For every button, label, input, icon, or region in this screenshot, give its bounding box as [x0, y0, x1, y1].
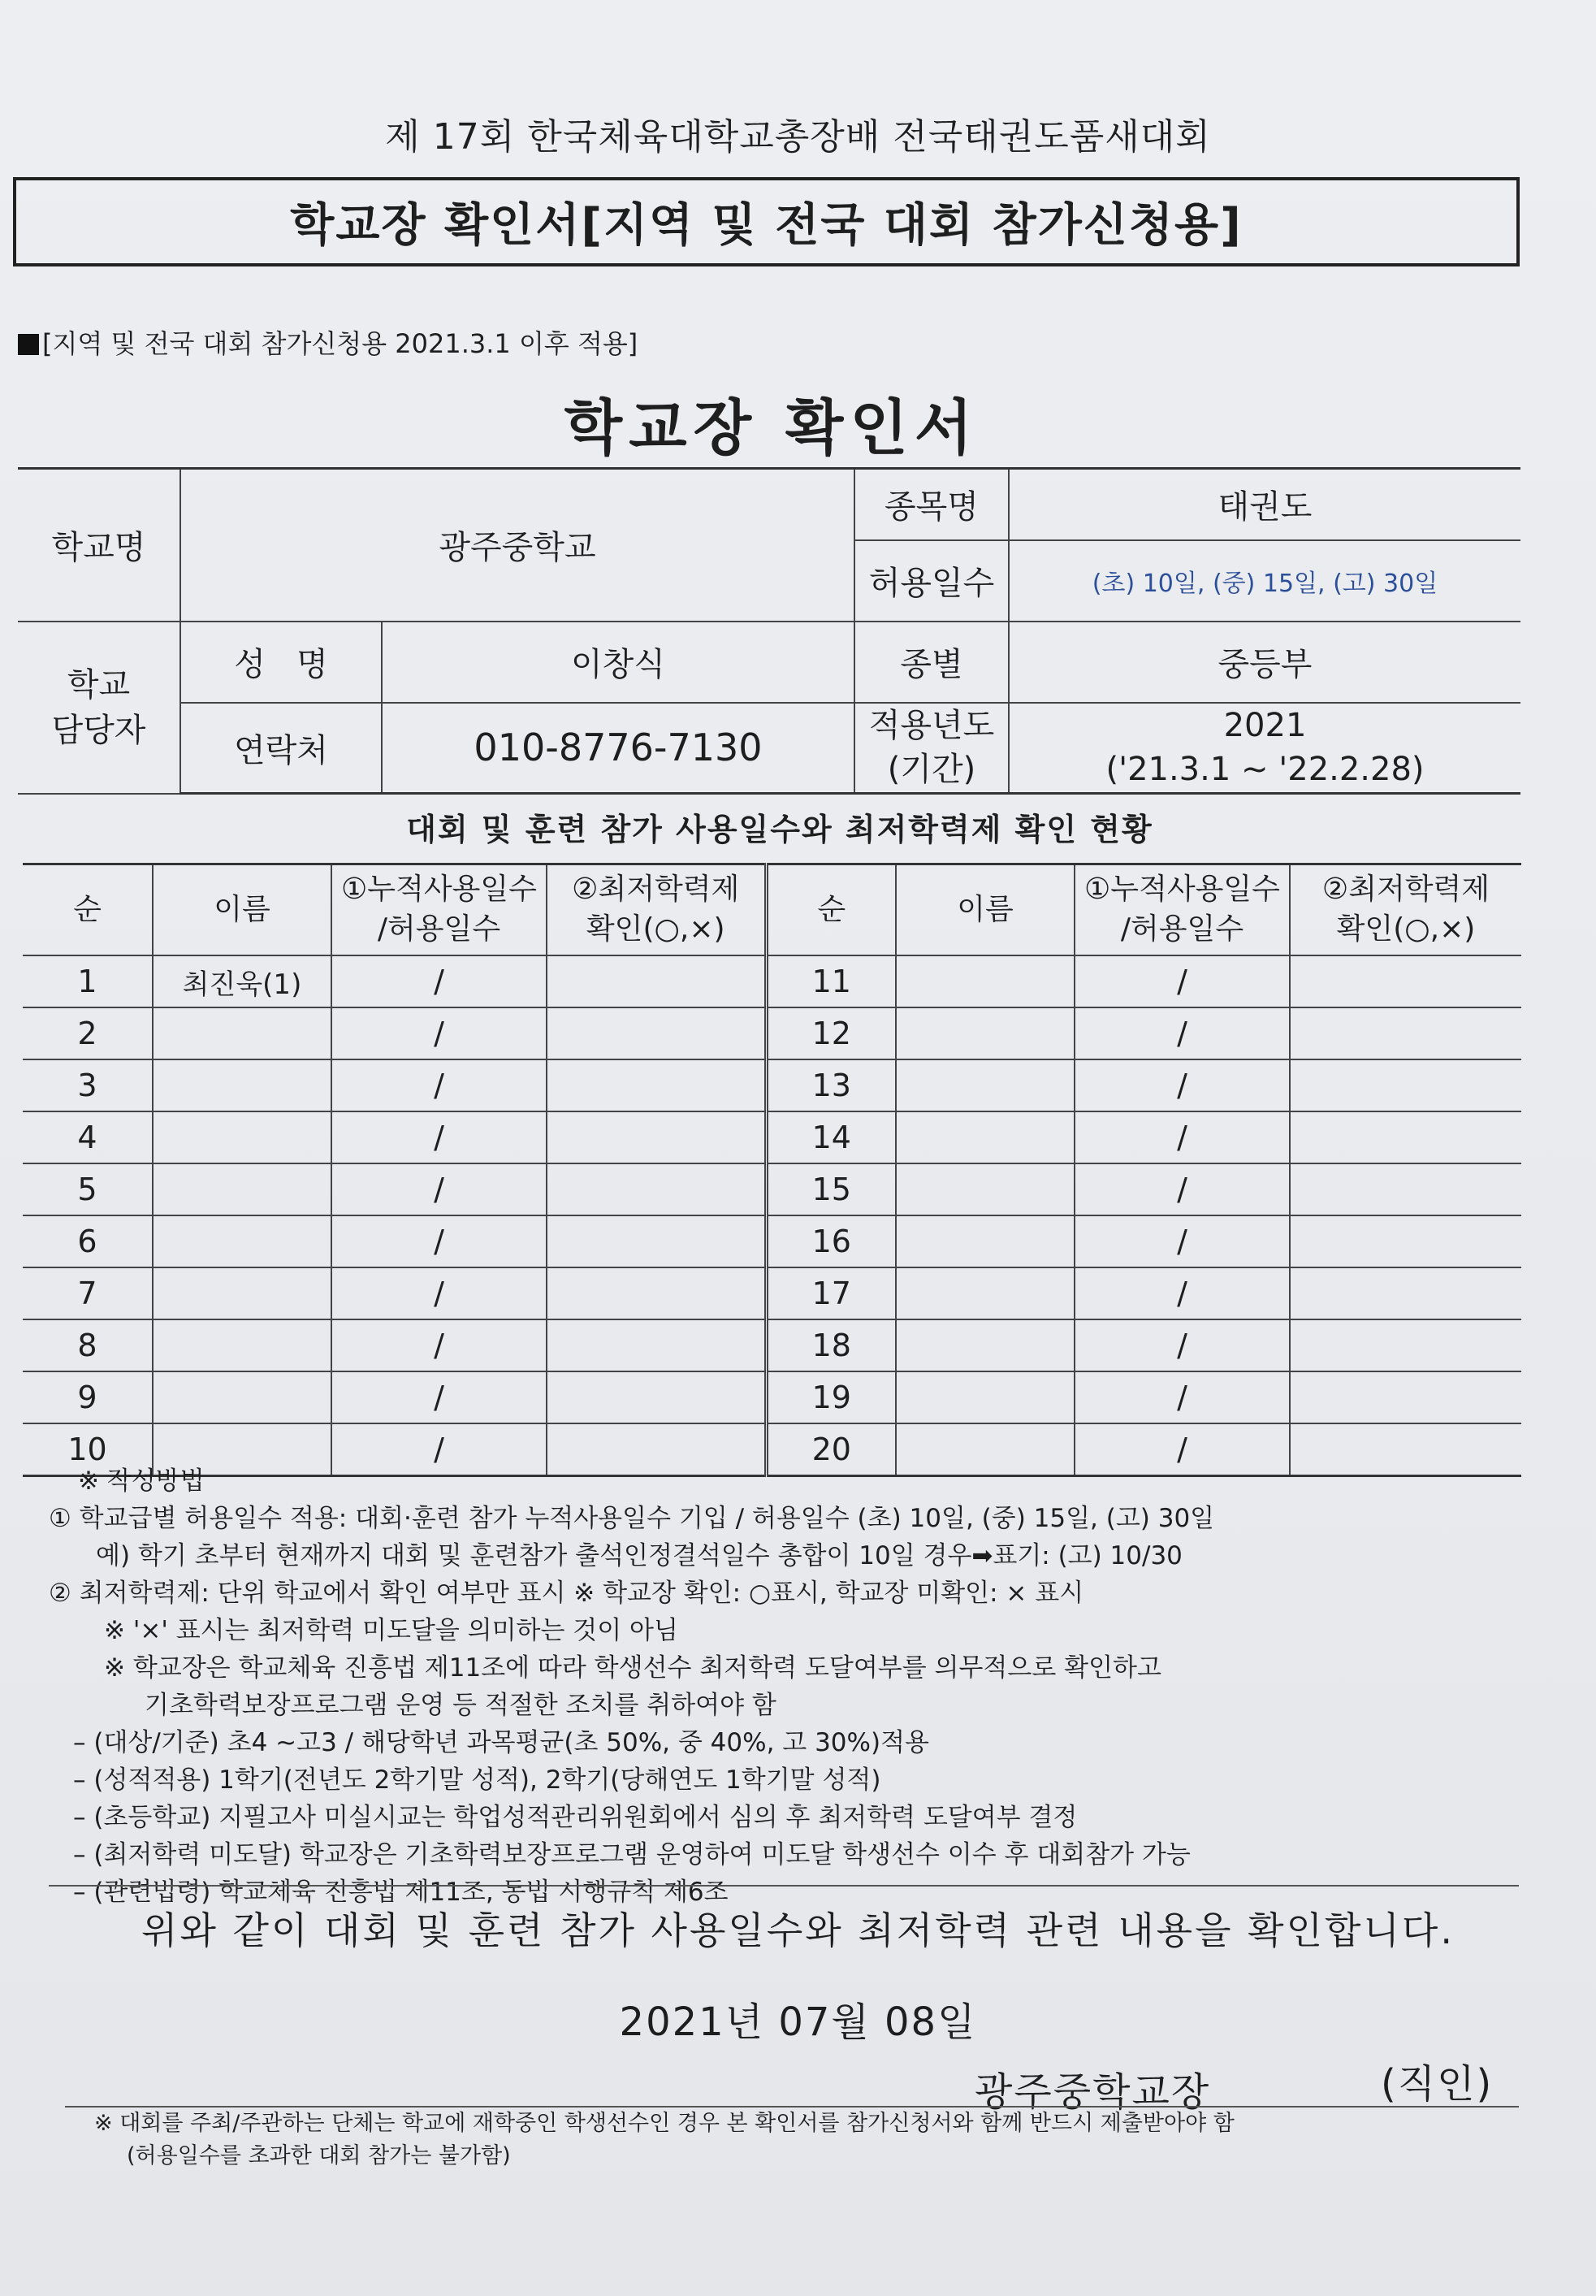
header-no-right: 순 — [766, 864, 896, 956]
row-days: / — [331, 1371, 547, 1423]
row-days: / — [331, 1007, 547, 1059]
allowed-days-value: (초) 10일, (중) 15일, (고) 30일 — [1009, 540, 1520, 622]
main-title: 학교장 확인서 — [564, 393, 980, 463]
row-days: / — [1075, 1111, 1290, 1163]
form-title-box: 학교장 확인서[지역 및 전국 대회 참가신청용] — [13, 177, 1520, 266]
divider — [49, 1885, 1519, 1887]
row-academic — [547, 1215, 766, 1267]
header-days: ①누적사용일수 /허용일수 — [331, 864, 547, 956]
row-days: / — [1075, 1267, 1290, 1319]
row-days: / — [331, 1423, 547, 1476]
header-no: 순 — [23, 864, 153, 956]
row-name — [153, 1111, 331, 1163]
row-academic — [547, 1319, 766, 1371]
row-academic — [1290, 1163, 1521, 1215]
row-name — [896, 1267, 1075, 1319]
row-name — [896, 1163, 1075, 1215]
row-name — [896, 955, 1075, 1007]
row-academic — [547, 1059, 766, 1111]
row-name — [896, 1059, 1075, 1111]
instruction-line: ※ 학교장은 학교체육 진흥법 제11조에 따라 학생선수 최저학력 도달여부를 의무적으로 확인하고 — [104, 1653, 1161, 1683]
instruction-line: – (초등학교) 지필고사 미실시교는 학업성적관리위원회에서 심의 후 최저학력 도달여부 결정 — [73, 1803, 1078, 1832]
division-label: 종별 — [854, 622, 1009, 703]
row-academic — [1290, 1059, 1521, 1111]
phone-value: 010-8776-7130 — [382, 703, 854, 794]
footnote — [94, 2108, 1235, 2173]
row-academic — [1290, 1371, 1521, 1423]
applies-note-text: [지역 및 전국 대회 참가신청용 2021.3.1 이후 적용] — [42, 328, 638, 359]
row-name — [153, 1059, 331, 1111]
row-academic — [1290, 1007, 1521, 1059]
row-days: / — [331, 955, 547, 1007]
instruction-line: 예) 학기 초부터 현재까지 대회 및 훈련참가 출석인정결석일수 총합이 10일 경우➡표기: (고) 10/30 — [96, 1541, 1183, 1570]
row-no: 13 — [766, 1059, 896, 1111]
info-table — [18, 467, 1520, 795]
row-name — [153, 1267, 331, 1319]
event-label: 종목명 — [854, 469, 1009, 540]
row-name — [896, 1371, 1075, 1423]
row-no: 16 — [766, 1215, 896, 1267]
row-name — [153, 1319, 331, 1371]
row-days: / — [1075, 1059, 1290, 1111]
row-no: 19 — [766, 1371, 896, 1423]
row-name — [896, 1319, 1075, 1371]
row-no: 17 — [766, 1267, 896, 1319]
row-days: / — [331, 1059, 547, 1111]
row-name: 최진욱(1) — [153, 955, 331, 1007]
row-academic — [1290, 1111, 1521, 1163]
row-days: / — [331, 1111, 547, 1163]
phone-label: 연락처 — [180, 703, 382, 794]
row-name — [153, 1163, 331, 1215]
row-no: 10 — [23, 1423, 153, 1476]
row-days: / — [331, 1163, 547, 1215]
footnote-line: (허용일수를 초과한 대회 참가는 불가함) — [127, 2143, 511, 2168]
row-academic — [1290, 1267, 1521, 1319]
row-no: 15 — [766, 1163, 896, 1215]
row-days: / — [1075, 1215, 1290, 1267]
applies-note — [18, 323, 638, 361]
row-academic — [547, 955, 766, 1007]
row-no: 2 — [23, 1007, 153, 1059]
row-no: 1 — [23, 955, 153, 1007]
row-name — [896, 1215, 1075, 1267]
row-name — [153, 1215, 331, 1267]
header-name-right: 이름 — [896, 864, 1075, 956]
row-days: / — [1075, 1163, 1290, 1215]
row-name — [153, 1371, 331, 1423]
row-days: / — [331, 1215, 547, 1267]
row-no: 8 — [23, 1319, 153, 1371]
instruction-line: – (최저학력 미도달) 학교장은 기초학력보장프로그램 운영하여 미도달 학생선수 이수 후 대회참가 가능 — [73, 1840, 1191, 1869]
row-no: 5 — [23, 1163, 153, 1215]
row-no: 12 — [766, 1007, 896, 1059]
name-value: 이창식 — [382, 622, 854, 703]
row-no: 9 — [23, 1371, 153, 1423]
header-name: 이름 — [153, 864, 331, 956]
header-academic: ②최저학력제 확인(○,×) — [547, 864, 766, 956]
contact-label: 학교 담당자 — [18, 622, 180, 794]
row-days: / — [1075, 1423, 1290, 1476]
participation-table — [23, 863, 1521, 1477]
seal-mark: (직인) — [1381, 2061, 1494, 2107]
instruction-line: ② 최저학력제: 단위 학교에서 확인 여부만 표시 ※ 학교장 확인: ○표시, 학교장 미확인: × 표시 — [49, 1579, 1084, 1608]
instructions — [49, 1462, 1535, 1911]
row-days: / — [1075, 1007, 1290, 1059]
instruction-line: – (성적적용) 1학기(전년도 2학기말 성적), 2학기(당해연도 1학기말 성적) — [73, 1765, 881, 1795]
black-square-icon — [18, 334, 39, 355]
competition-title: 제 17회 한국체육대학교총장배 전국태권도품새대회 — [385, 116, 1211, 158]
status-title: 대회 및 훈련 참가 사용일수와 최저학력제 확인 현황 — [406, 812, 1153, 847]
row-days: / — [1075, 955, 1290, 1007]
header-days-right: ①누적사용일수 /허용일수 — [1075, 864, 1290, 956]
year-value: 2021 ('21.3.1 ~ '22.2.28) — [1009, 703, 1520, 794]
issue-date: 2021년 07월 08일 — [619, 1999, 977, 2045]
row-academic — [1290, 955, 1521, 1007]
confirmation-statement: 위와 같이 대회 및 훈련 참가 사용일수와 최저학력 관련 내용을 확인합니다. — [141, 1908, 1455, 1952]
instructions-heading: ※ 작성방법 — [78, 1466, 205, 1496]
row-name — [896, 1007, 1075, 1059]
row-no: 20 — [766, 1423, 896, 1476]
header-academic-right: ②최저학력제 확인(○,×) — [1290, 864, 1521, 956]
year-label: 적용년도 (기간) — [854, 703, 1009, 794]
instruction-line: – (관련법령) 학교체육 진흥법 제11조, 동법 시행규칙 제6조 — [73, 1878, 729, 1907]
row-academic — [547, 1111, 766, 1163]
footnote-line: ※ 대회를 주최/주관하는 단체는 학교에 재학중인 학생선수인 경우 본 확인서를 참가신청서와 함께 반드시 제출받아야 함 — [94, 2111, 1235, 2136]
row-no: 14 — [766, 1111, 896, 1163]
row-no: 3 — [23, 1059, 153, 1111]
name-label: 성 명 — [180, 622, 382, 703]
principal-name: 광주중학교장 — [975, 2069, 1211, 2115]
row-no: 7 — [23, 1267, 153, 1319]
row-academic — [547, 1163, 766, 1215]
row-days: / — [1075, 1319, 1290, 1371]
instruction-line: 기초학력보장프로그램 운영 등 적절한 조치를 취하여야 함 — [145, 1691, 776, 1720]
row-no: 18 — [766, 1319, 896, 1371]
instruction-line: ※ '×' 표시는 최저학력 미도달을 의미하는 것이 아님 — [104, 1616, 678, 1645]
row-days: / — [331, 1267, 547, 1319]
row-academic — [547, 1371, 766, 1423]
row-academic — [1290, 1319, 1521, 1371]
instruction-line: – (대상/기준) 초4 ~고3 / 해당학년 과목평균(초 50%, 중 40%, 고 30%)적용 — [73, 1728, 929, 1757]
row-no: 11 — [766, 955, 896, 1007]
row-academic — [547, 1007, 766, 1059]
row-no: 6 — [23, 1215, 153, 1267]
school-value: 광주중학교 — [180, 469, 854, 622]
row-academic — [1290, 1215, 1521, 1267]
event-value: 태권도 — [1009, 469, 1520, 540]
row-days: / — [331, 1319, 547, 1371]
row-academic — [547, 1267, 766, 1319]
row-no: 4 — [23, 1111, 153, 1163]
school-label: 학교명 — [18, 469, 180, 622]
instruction-line: ① 학교급별 허용일수 적용: 대회·훈련 참가 누적사용일수 기입 / 허용일수 (초) 10일, (중) 15일, (고) 30일 — [49, 1504, 1215, 1533]
allowed-days-label: 허용일수 — [854, 540, 1009, 622]
row-days: / — [1075, 1371, 1290, 1423]
row-name — [153, 1007, 331, 1059]
division-value: 중등부 — [1009, 622, 1520, 703]
row-name — [896, 1111, 1075, 1163]
